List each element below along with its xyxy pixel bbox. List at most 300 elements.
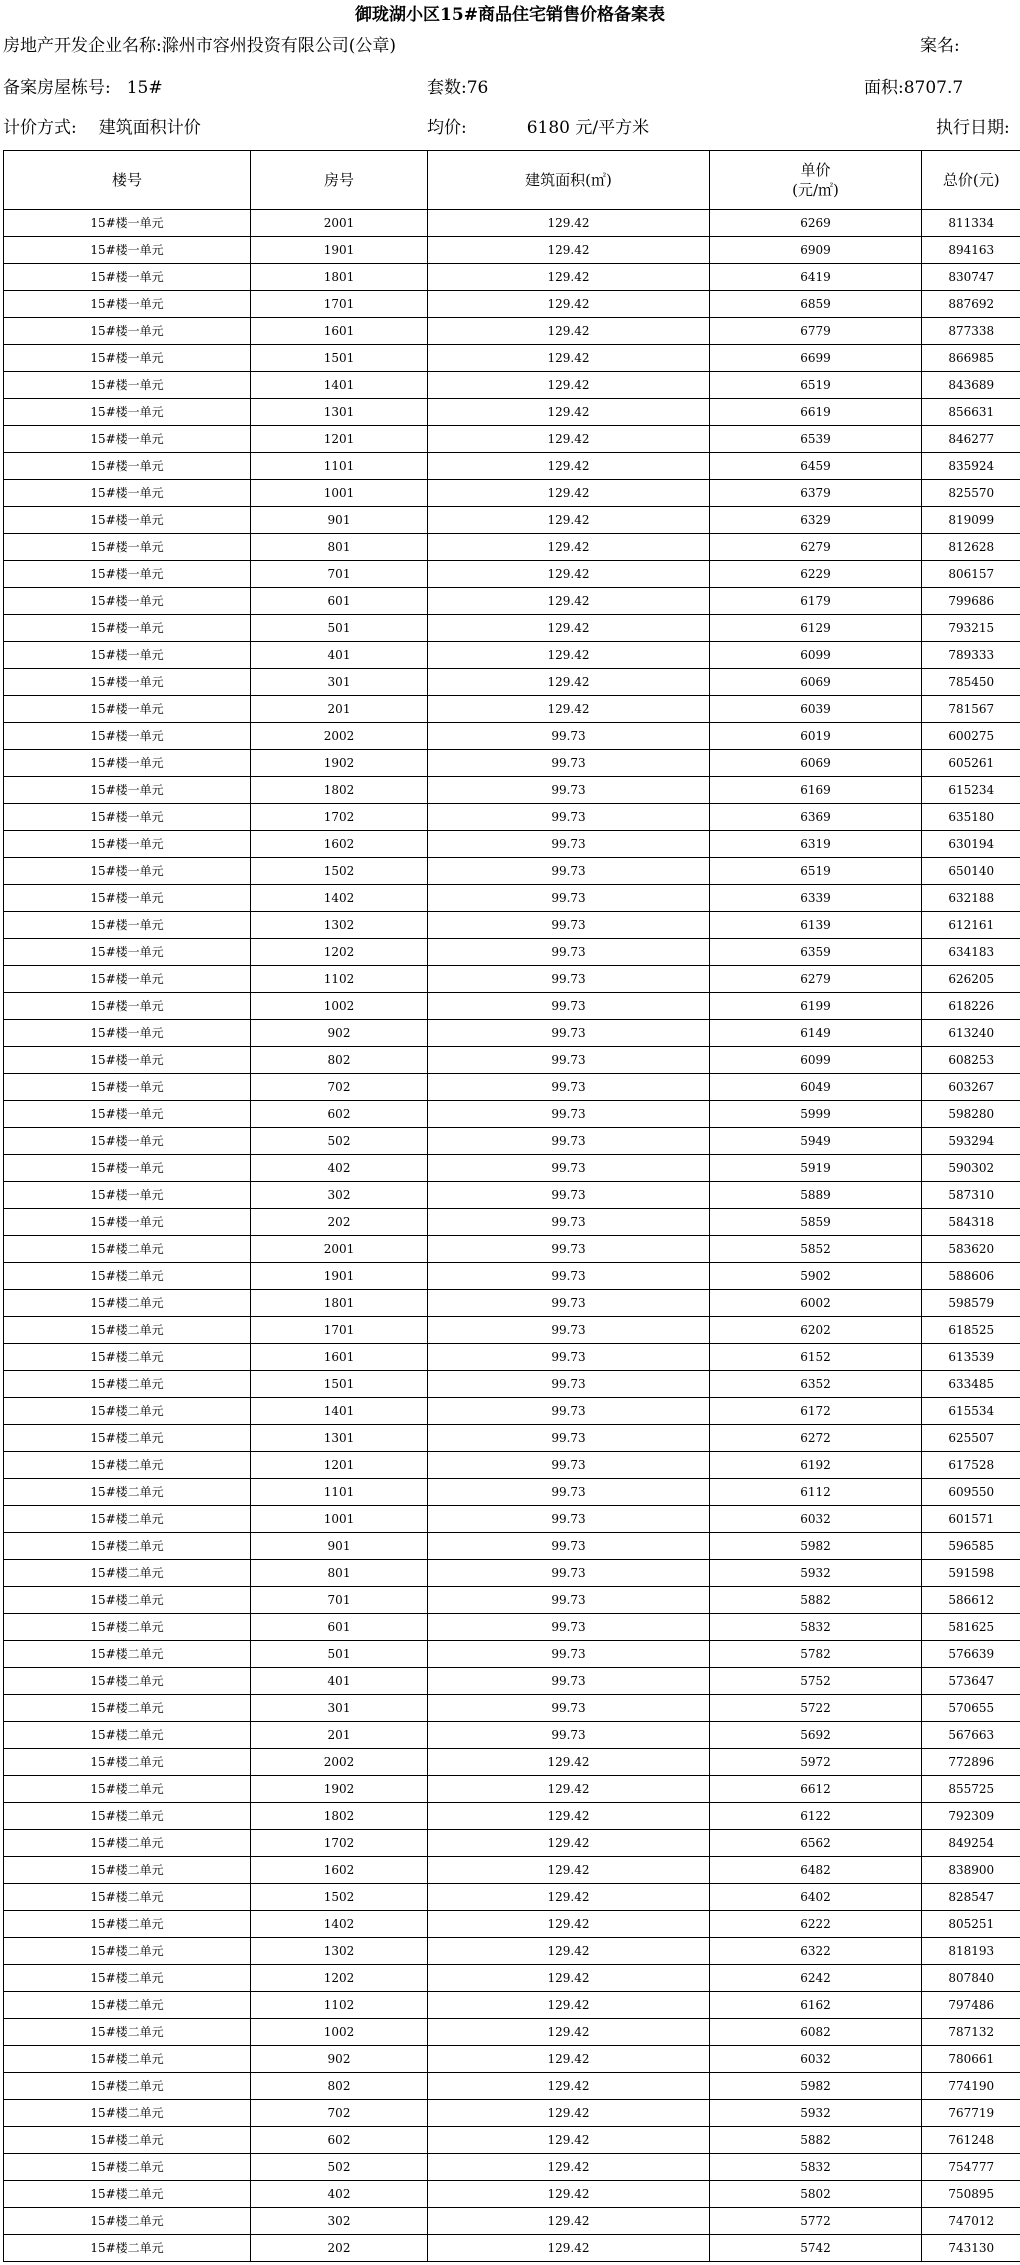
table-row	[4, 831, 1020, 858]
cell-unit-price: 6139	[710, 912, 922, 939]
header-building: 楼号	[4, 151, 251, 210]
cell-building: 15#楼二单元	[4, 2127, 251, 2154]
cell-room: 801	[251, 1560, 428, 1587]
table-row	[4, 588, 1020, 615]
cell-room: 1101	[251, 453, 428, 480]
table-row	[4, 1371, 1020, 1398]
cell-room: 202	[251, 2235, 428, 2262]
cell-total-price: 605261	[922, 750, 1020, 777]
cell-area: 99.73	[428, 1668, 710, 1695]
cell-unit-price: 5949	[710, 1128, 922, 1155]
cell-unit-price: 6619	[710, 399, 922, 426]
cell-unit-price: 5852	[710, 1236, 922, 1263]
cell-building: 15#楼一单元	[4, 1020, 251, 1047]
cell-area: 99.73	[428, 1371, 710, 1398]
cell-total-price: 785450	[922, 669, 1020, 696]
cell-building: 15#楼二单元	[4, 1236, 251, 1263]
cell-area: 99.73	[428, 1587, 710, 1614]
cell-area: 129.42	[428, 1884, 710, 1911]
table-row	[4, 561, 1020, 588]
cell-building: 15#楼一单元	[4, 345, 251, 372]
cell-area: 129.42	[428, 345, 710, 372]
avg-price-line	[427, 114, 649, 142]
cell-room: 702	[251, 1074, 428, 1101]
cell-total-price: 797486	[922, 1992, 1020, 2019]
cell-area: 99.73	[428, 1236, 710, 1263]
cell-unit-price: 5982	[710, 2073, 922, 2100]
table-row	[4, 1047, 1020, 1074]
cell-unit-price: 6279	[710, 966, 922, 993]
developer-label: 房地产开发企业名称:	[3, 36, 162, 56]
cell-unit-price: 5972	[710, 1749, 922, 1776]
cell-total-price: 586612	[922, 1587, 1020, 1614]
cell-building: 15#楼一单元	[4, 696, 251, 723]
cell-area: 99.73	[428, 1344, 710, 1371]
cell-building: 15#楼二单元	[4, 2019, 251, 2046]
cell-building: 15#楼二单元	[4, 1560, 251, 1587]
cell-area: 99.73	[428, 723, 710, 750]
table-row	[4, 1020, 1020, 1047]
cell-total-price: 608253	[922, 1047, 1020, 1074]
cell-unit-price: 6699	[710, 345, 922, 372]
cell-area: 99.73	[428, 993, 710, 1020]
cell-unit-price: 6099	[710, 1047, 922, 1074]
cell-total-price: 846277	[922, 426, 1020, 453]
cell-building: 15#楼一单元	[4, 1182, 251, 1209]
cell-unit-price: 5999	[710, 1101, 922, 1128]
cell-area: 129.42	[428, 1857, 710, 1884]
cell-building: 15#楼一单元	[4, 561, 251, 588]
cell-room: 1601	[251, 1344, 428, 1371]
table-row	[4, 1641, 1020, 1668]
table-row	[4, 1695, 1020, 1722]
cell-unit-price: 6329	[710, 507, 922, 534]
cell-unit-price: 6169	[710, 777, 922, 804]
method-label: 计价方式:	[3, 118, 77, 138]
table-row	[4, 2154, 1020, 2181]
table-row	[4, 858, 1020, 885]
cell-building: 15#楼一单元	[4, 1209, 251, 1236]
cell-room: 901	[251, 1533, 428, 1560]
cell-total-price: 600275	[922, 723, 1020, 750]
table-row	[4, 2127, 1020, 2154]
cell-area: 99.73	[428, 1425, 710, 1452]
table-row	[4, 1533, 1020, 1560]
cell-total-price: 601571	[922, 1506, 1020, 1533]
cell-room: 1101	[251, 1479, 428, 1506]
method-value: 建筑面积计价	[98, 118, 201, 138]
table-row	[4, 237, 1020, 264]
cell-unit-price: 6069	[710, 750, 922, 777]
cell-building: 15#楼二单元	[4, 1425, 251, 1452]
cell-building: 15#楼二单元	[4, 1830, 251, 1857]
cell-room: 301	[251, 1695, 428, 1722]
cell-area: 99.73	[428, 1290, 710, 1317]
cell-unit-price: 6369	[710, 804, 922, 831]
cell-building: 15#楼二单元	[4, 1695, 251, 1722]
cell-area: 99.73	[428, 1074, 710, 1101]
cell-total-price: 573647	[922, 1668, 1020, 1695]
table-row	[4, 345, 1020, 372]
cell-total-price: 603267	[922, 1074, 1020, 1101]
cell-unit-price: 5832	[710, 2154, 922, 2181]
cell-unit-price: 6019	[710, 723, 922, 750]
cell-total-price: 618226	[922, 993, 1020, 1020]
cell-room: 302	[251, 1182, 428, 1209]
cell-room: 2001	[251, 1236, 428, 1263]
cell-building: 15#楼一单元	[4, 372, 251, 399]
cell-room: 1301	[251, 399, 428, 426]
cell-total-price: 570655	[922, 1695, 1020, 1722]
cell-total-price: 632188	[922, 885, 1020, 912]
price-table	[3, 150, 1020, 2262]
cell-room: 1401	[251, 1398, 428, 1425]
table-row	[4, 1263, 1020, 1290]
table-row	[4, 1803, 1020, 1830]
table-row	[4, 1425, 1020, 1452]
cell-total-price: 750895	[922, 2181, 1020, 2208]
cell-building: 15#楼二单元	[4, 2181, 251, 2208]
cell-area: 99.73	[428, 939, 710, 966]
cell-building: 15#楼一单元	[4, 777, 251, 804]
cell-area: 129.42	[428, 210, 710, 237]
cell-total-price: 830747	[922, 264, 1020, 291]
cell-room: 1702	[251, 804, 428, 831]
cell-building: 15#楼二单元	[4, 1344, 251, 1371]
cell-unit-price: 6612	[710, 1776, 922, 1803]
cell-area: 129.42	[428, 237, 710, 264]
cell-unit-price: 6519	[710, 858, 922, 885]
cell-area: 99.73	[428, 1155, 710, 1182]
table-row	[4, 1749, 1020, 1776]
cell-total-price: 590302	[922, 1155, 1020, 1182]
cell-building: 15#楼一单元	[4, 804, 251, 831]
cell-total-price: 792309	[922, 1803, 1020, 1830]
cell-area: 99.73	[428, 912, 710, 939]
cell-total-price: 583620	[922, 1236, 1020, 1263]
cell-unit-price: 6162	[710, 1992, 922, 2019]
cell-unit-price: 6082	[710, 2019, 922, 2046]
table-row	[4, 1722, 1020, 1749]
table-row	[4, 1290, 1020, 1317]
table-row	[4, 2046, 1020, 2073]
document-title: 御珑湖小区15#商品住宅销售价格备案表	[355, 5, 665, 25]
cell-room: 2002	[251, 1749, 428, 1776]
cell-unit-price: 6032	[710, 2046, 922, 2073]
cell-total-price: 615234	[922, 777, 1020, 804]
cell-room: 401	[251, 1668, 428, 1695]
cell-total-price: 587310	[922, 1182, 1020, 1209]
cell-area: 99.73	[428, 1209, 710, 1236]
cell-unit-price: 5932	[710, 2100, 922, 2127]
cell-room: 1001	[251, 1506, 428, 1533]
cell-building: 15#楼一单元	[4, 291, 251, 318]
cell-area: 99.73	[428, 1560, 710, 1587]
cell-area: 129.42	[428, 426, 710, 453]
cell-total-price: 593294	[922, 1128, 1020, 1155]
cell-room: 901	[251, 507, 428, 534]
cell-unit-price: 6202	[710, 1317, 922, 1344]
cell-unit-price: 6539	[710, 426, 922, 453]
cell-total-price: 598579	[922, 1290, 1020, 1317]
cell-unit-price: 6192	[710, 1452, 922, 1479]
cell-building: 15#楼一单元	[4, 264, 251, 291]
cell-total-price: 598280	[922, 1101, 1020, 1128]
cell-total-price: 612161	[922, 912, 1020, 939]
cell-building: 15#楼一单元	[4, 480, 251, 507]
cell-total-price: 825570	[922, 480, 1020, 507]
cell-building: 15#楼二单元	[4, 2100, 251, 2127]
cell-room: 902	[251, 2046, 428, 2073]
cell-room: 1802	[251, 1803, 428, 1830]
cell-unit-price: 6129	[710, 615, 922, 642]
count-label: 套数:	[427, 78, 467, 98]
cell-unit-price: 6319	[710, 831, 922, 858]
table-row	[4, 912, 1020, 939]
cell-room: 1702	[251, 1830, 428, 1857]
cell-area: 129.42	[428, 372, 710, 399]
cell-room: 401	[251, 642, 428, 669]
cell-building: 15#楼二单元	[4, 1587, 251, 1614]
cell-unit-price: 6199	[710, 993, 922, 1020]
cell-total-price: 635180	[922, 804, 1020, 831]
cell-building: 15#楼二单元	[4, 1398, 251, 1425]
cell-area: 99.73	[428, 750, 710, 777]
cell-area: 99.73	[428, 831, 710, 858]
cell-unit-price: 6779	[710, 318, 922, 345]
table-row	[4, 777, 1020, 804]
table-row	[4, 2208, 1020, 2235]
table-row	[4, 696, 1020, 723]
cell-total-price: 634183	[922, 939, 1020, 966]
cell-area: 99.73	[428, 885, 710, 912]
cell-building: 15#楼二单元	[4, 1803, 251, 1830]
date-label: 执行日期:	[936, 118, 1010, 138]
cell-area: 129.42	[428, 615, 710, 642]
cell-room: 801	[251, 534, 428, 561]
cell-total-price: 787132	[922, 2019, 1020, 2046]
table-row	[4, 2073, 1020, 2100]
cell-room: 1002	[251, 2019, 428, 2046]
cell-unit-price: 5882	[710, 2127, 922, 2154]
cell-total-price: 596585	[922, 1533, 1020, 1560]
cell-unit-price: 5772	[710, 2208, 922, 2235]
cell-unit-price: 5832	[710, 1614, 922, 1641]
cell-area: 129.42	[428, 507, 710, 534]
cell-room: 1901	[251, 1263, 428, 1290]
cell-total-price: 894163	[922, 237, 1020, 264]
cell-total-price: 761248	[922, 2127, 1020, 2154]
table-row	[4, 939, 1020, 966]
table-row	[4, 1830, 1020, 1857]
cell-unit-price: 5752	[710, 1668, 922, 1695]
table-row	[4, 2019, 1020, 2046]
cell-building: 15#楼二单元	[4, 1479, 251, 1506]
cell-room: 1901	[251, 237, 428, 264]
table-row	[4, 1182, 1020, 1209]
area-label: 面积:	[864, 78, 904, 98]
cell-total-price: 805251	[922, 1911, 1020, 1938]
cell-total-price: 856631	[922, 399, 1020, 426]
cell-room: 701	[251, 1587, 428, 1614]
cell-room: 2002	[251, 723, 428, 750]
table-row	[4, 669, 1020, 696]
cell-area: 129.42	[428, 534, 710, 561]
table-row	[4, 318, 1020, 345]
cell-unit-price: 6269	[710, 210, 922, 237]
table-row	[4, 1965, 1020, 1992]
cell-area: 129.42	[428, 1938, 710, 1965]
table-row	[4, 291, 1020, 318]
cell-building: 15#楼一单元	[4, 1047, 251, 1074]
table-row	[4, 372, 1020, 399]
cell-room: 1501	[251, 1371, 428, 1398]
cell-unit-price: 6909	[710, 237, 922, 264]
cell-area: 129.42	[428, 2100, 710, 2127]
cell-room: 1201	[251, 1452, 428, 1479]
cell-total-price: 887692	[922, 291, 1020, 318]
cell-unit-price: 6152	[710, 1344, 922, 1371]
cell-total-price: 633485	[922, 1371, 1020, 1398]
cell-building: 15#楼二单元	[4, 1371, 251, 1398]
table-row	[4, 1776, 1020, 1803]
cell-room: 1501	[251, 345, 428, 372]
cell-unit-price: 6179	[710, 588, 922, 615]
building-value: 15#	[126, 78, 163, 98]
cell-area: 99.73	[428, 1614, 710, 1641]
table-row	[4, 1128, 1020, 1155]
table-row	[4, 399, 1020, 426]
cell-total-price: 650140	[922, 858, 1020, 885]
cell-total-price: 618525	[922, 1317, 1020, 1344]
cell-unit-price: 5919	[710, 1155, 922, 1182]
cell-unit-price: 6122	[710, 1803, 922, 1830]
cell-room: 1801	[251, 1290, 428, 1317]
cell-building: 15#楼一单元	[4, 1155, 251, 1182]
area-value: 8707.7	[903, 78, 964, 98]
cell-room: 202	[251, 1209, 428, 1236]
cell-area: 129.42	[428, 2073, 710, 2100]
table-row	[4, 1479, 1020, 1506]
table-row	[4, 1992, 1020, 2019]
cell-unit-price: 6149	[710, 1020, 922, 1047]
cell-room: 902	[251, 1020, 428, 1047]
cell-room: 1302	[251, 912, 428, 939]
cell-building: 15#楼二单元	[4, 1857, 251, 1884]
cell-room: 1001	[251, 480, 428, 507]
cell-unit-price: 6519	[710, 372, 922, 399]
cell-total-price: 855725	[922, 1776, 1020, 1803]
cell-area: 129.42	[428, 696, 710, 723]
cell-total-price: 743130	[922, 2235, 1020, 2262]
cell-area: 129.42	[428, 2019, 710, 2046]
cell-unit-price: 6069	[710, 669, 922, 696]
cell-area: 99.73	[428, 1020, 710, 1047]
table-row	[4, 264, 1020, 291]
cell-area: 129.42	[428, 2208, 710, 2235]
cell-room: 601	[251, 588, 428, 615]
table-row	[4, 1506, 1020, 1533]
table-row	[4, 1155, 1020, 1182]
cell-total-price: 591598	[922, 1560, 1020, 1587]
cell-total-price: 877338	[922, 318, 1020, 345]
cell-total-price: 581625	[922, 1614, 1020, 1641]
cell-building: 15#楼二单元	[4, 1533, 251, 1560]
cell-area: 99.73	[428, 1263, 710, 1290]
cell-building: 15#楼一单元	[4, 723, 251, 750]
table-row	[4, 1074, 1020, 1101]
cell-unit-price: 6322	[710, 1938, 922, 1965]
table-header-row	[4, 151, 1020, 210]
cell-building: 15#楼一单元	[4, 1128, 251, 1155]
cell-total-price: 772896	[922, 1749, 1020, 1776]
cell-area: 129.42	[428, 1830, 710, 1857]
table-row	[4, 1236, 1020, 1263]
cell-building: 15#楼一单元	[4, 885, 251, 912]
cell-building: 15#楼一单元	[4, 993, 251, 1020]
cell-building: 15#楼一单元	[4, 237, 251, 264]
cell-unit-price: 6229	[710, 561, 922, 588]
cell-total-price: 626205	[922, 966, 1020, 993]
cell-area: 129.42	[428, 264, 710, 291]
cell-building: 15#楼二单元	[4, 2154, 251, 2181]
table-row	[4, 1101, 1020, 1128]
cell-building: 15#楼一单元	[4, 318, 251, 345]
cell-building: 15#楼一单元	[4, 1074, 251, 1101]
cell-total-price: 781567	[922, 696, 1020, 723]
table-row	[4, 642, 1020, 669]
table-row	[4, 1344, 1020, 1371]
table-row	[4, 210, 1020, 237]
cell-unit-price: 6002	[710, 1290, 922, 1317]
cell-unit-price: 6352	[710, 1371, 922, 1398]
cell-area: 99.73	[428, 1722, 710, 1749]
cell-area: 129.42	[428, 2046, 710, 2073]
cell-building: 15#楼二单元	[4, 1668, 251, 1695]
cell-room: 501	[251, 615, 428, 642]
cell-total-price: 617528	[922, 1452, 1020, 1479]
cell-unit-price: 6379	[710, 480, 922, 507]
cell-unit-price: 6482	[710, 1857, 922, 1884]
cell-unit-price: 6859	[710, 291, 922, 318]
cell-unit-price: 6459	[710, 453, 922, 480]
cell-room: 802	[251, 2073, 428, 2100]
cell-unit-price: 5902	[710, 1263, 922, 1290]
cell-total-price: 630194	[922, 831, 1020, 858]
cell-room: 1802	[251, 777, 428, 804]
cell-area: 129.42	[428, 2154, 710, 2181]
cell-unit-price: 5722	[710, 1695, 922, 1722]
cell-total-price: 767719	[922, 2100, 1020, 2127]
cell-room: 1701	[251, 1317, 428, 1344]
cell-area: 99.73	[428, 1479, 710, 1506]
cell-building: 15#楼二单元	[4, 1722, 251, 1749]
case-label: 案名:	[920, 36, 960, 56]
cell-building: 15#楼一单元	[4, 210, 251, 237]
cell-unit-price: 6039	[710, 696, 922, 723]
cell-total-price: 747012	[922, 2208, 1020, 2235]
cell-unit-price: 6419	[710, 264, 922, 291]
cell-building: 15#楼一单元	[4, 939, 251, 966]
cell-area: 129.42	[428, 561, 710, 588]
cell-area: 99.73	[428, 1317, 710, 1344]
cell-room: 201	[251, 696, 428, 723]
cell-building: 15#楼一单元	[4, 534, 251, 561]
cell-building: 15#楼二单元	[4, 1290, 251, 1317]
cell-area: 129.42	[428, 399, 710, 426]
cell-building: 15#楼二单元	[4, 1884, 251, 1911]
cell-total-price: 807840	[922, 1965, 1020, 1992]
